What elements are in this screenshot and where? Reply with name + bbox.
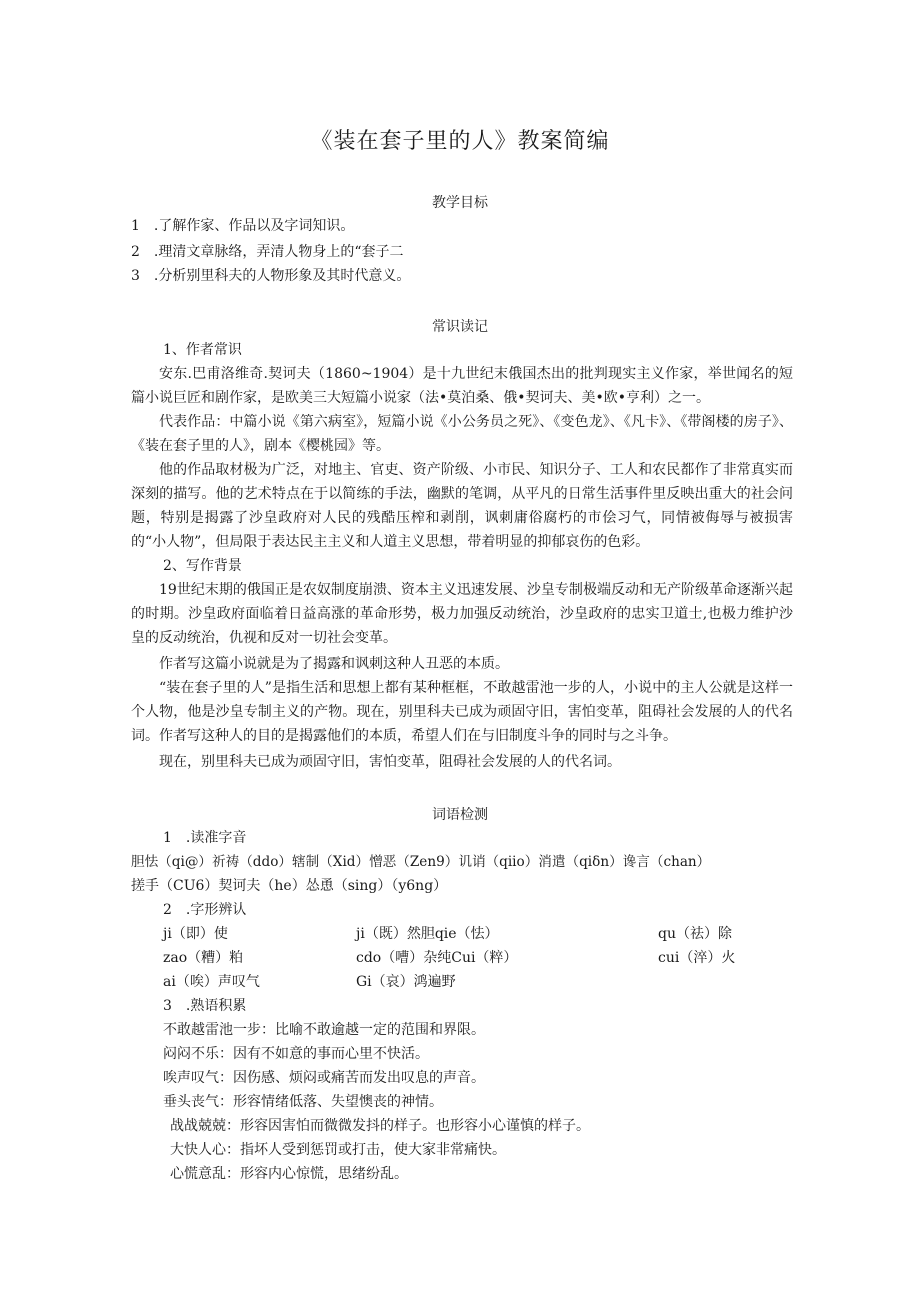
idiom-item: 垂头丧气：形容情绪低落、失望懊丧的神情。 [163, 1094, 443, 1110]
shape-cell: cdo（嘈）杂纯Cui（粹） [356, 950, 518, 966]
shape-cell: zao（糟）粕 [163, 950, 244, 966]
objectives-heading: 教学目标 [432, 195, 488, 211]
shape-heading: 2 .字形辨认 [163, 902, 247, 918]
objective-item: 1 .了解作家、作品以及字词知识。 [131, 218, 355, 234]
idiom-item: 心慌意乱：形容内心惊慌，思绪纷乱。 [170, 1166, 408, 1182]
knowledge-heading: 常识读记 [432, 319, 488, 335]
shape-cell: qu（祛）除 [658, 926, 732, 942]
purpose-paragraph: 作者写这篇小说就是为了揭露和讽刺这种人丑恶的本质。 [159, 656, 509, 672]
idiom-item: 不敢越雷池一步：比喻不敢逾越一定的范围和界限。 [163, 1022, 485, 1038]
shape-cell: Gi（哀）鸿遍野 [356, 974, 456, 990]
pronunciation-line: 搓手（CU6）契诃夫（he）怂恿（sing）（y6ng） [131, 878, 448, 894]
pronunciation-line: 胆怯（qi@）祈祷（ddo）辖制（Xid）憎恶（Zen9）讥诮（qiio）消遣（qiδn）谗言（chan） [131, 854, 711, 870]
author-paragraph: 安东.巴甫洛维奇.契诃夫（1860~1904）是十九世纪末俄国杰出的批判现实主义作家，举世闻名的短篇小说巨匠和剧作家，是欧美三大短篇小说家（法•莫泊桑、俄•契诃夫、美•欧•亨利）之一。 [131, 366, 793, 406]
background-heading: 2、写作背景 [163, 558, 242, 574]
idiom-item: 唉声叹气：因伤感、烦闷或痛苦而发出叹息的声音。 [163, 1070, 485, 1086]
pronunciation-heading: 1 .读准字音 [163, 830, 247, 846]
background-paragraph: 19世纪末期的俄国正是农奴制度崩溃、资本主义迅速发展、沙皇专制极端反动和无产阶级革命逐渐兴起的时期。沙皇政府面临着日益高涨的革命形势，极力加强反动统治，沙皇政府的忠实卫道士,也极力维护沙皇的反动统治，仇视和反对一切社会变革。 [131, 582, 793, 646]
shape-cell: cui（淬）火 [658, 950, 736, 966]
author-heading: 1、作者常识 [163, 342, 242, 358]
style-paragraph: 他的作品取材极为广泛，对地主、官吏、资产阶级、小市民、知识分子、工人和农民都作了非常真实而深刻的描写。他的艺术特点在于以简练的手法，幽默的笔调，从平凡的日常生活事件里反映出重大的社会问题，特别是揭露了沙皇政府对人民的残酷压榨和剥削，讽刺庸俗腐朽的市侩习气，同情被侮辱与被损害的“小人物”，但局限于表达民主主义和人道主义思想，带着明显的抑郁哀伤的色彩。 [131, 462, 793, 550]
words-heading: 词语检测 [432, 807, 488, 823]
objective-item: 2 .理清文章脉络，弄清人物身上的“套子二 [131, 244, 404, 260]
shape-cell: ji（既）然胆qie（怯） [356, 926, 499, 942]
idiom-item: 战战兢兢：形容因害怕而微微发抖的样子。也形容小心谨慎的样子。 [170, 1118, 590, 1134]
shape-cell: ai（唉）声叹气 [163, 974, 260, 990]
shape-cell: ji（即）使 [163, 926, 228, 942]
idiom-item: 闷闷不乐：因有不如意的事而心里不快活。 [163, 1046, 429, 1062]
idiom-item: 大快人心：指坏人受到惩罚或打击，使大家非常痛快。 [170, 1142, 506, 1158]
summary-paragraph: 现在，别里科夫已成为顽固守旧，害怕变革，阻碍社会发展的人的代名词。 [159, 754, 621, 770]
works-paragraph: 代表作品：中篇小说《第六病室》，短篇小说《小公务员之死》、《变色龙》、《凡卡》、《带阁楼的房子》、《装在套子里的人》，剧本《樱桃园》等。 [131, 414, 793, 454]
idiom-heading: 3 .熟语积累 [163, 998, 247, 1014]
page-title: 《装在套子里的人》教案简编 [310, 129, 610, 154]
objective-item: 3 .分析别里科夫的人物形象及其时代意义。 [131, 268, 411, 284]
meaning-paragraph: “装在套子里的人”是指生活和思想上都有某种框框，不敢越雷池一步的人，小说中的主人公就是这样一个人物，他是沙皇专制主义的产物。现在，别里科夫已成为顽固守旧，害怕变革，阻碍社会发展的人的代名词。作者写这种人的目的是揭露他们的本质，希望人们在与旧制度斗争的同时与之斗争。 [131, 680, 793, 744]
